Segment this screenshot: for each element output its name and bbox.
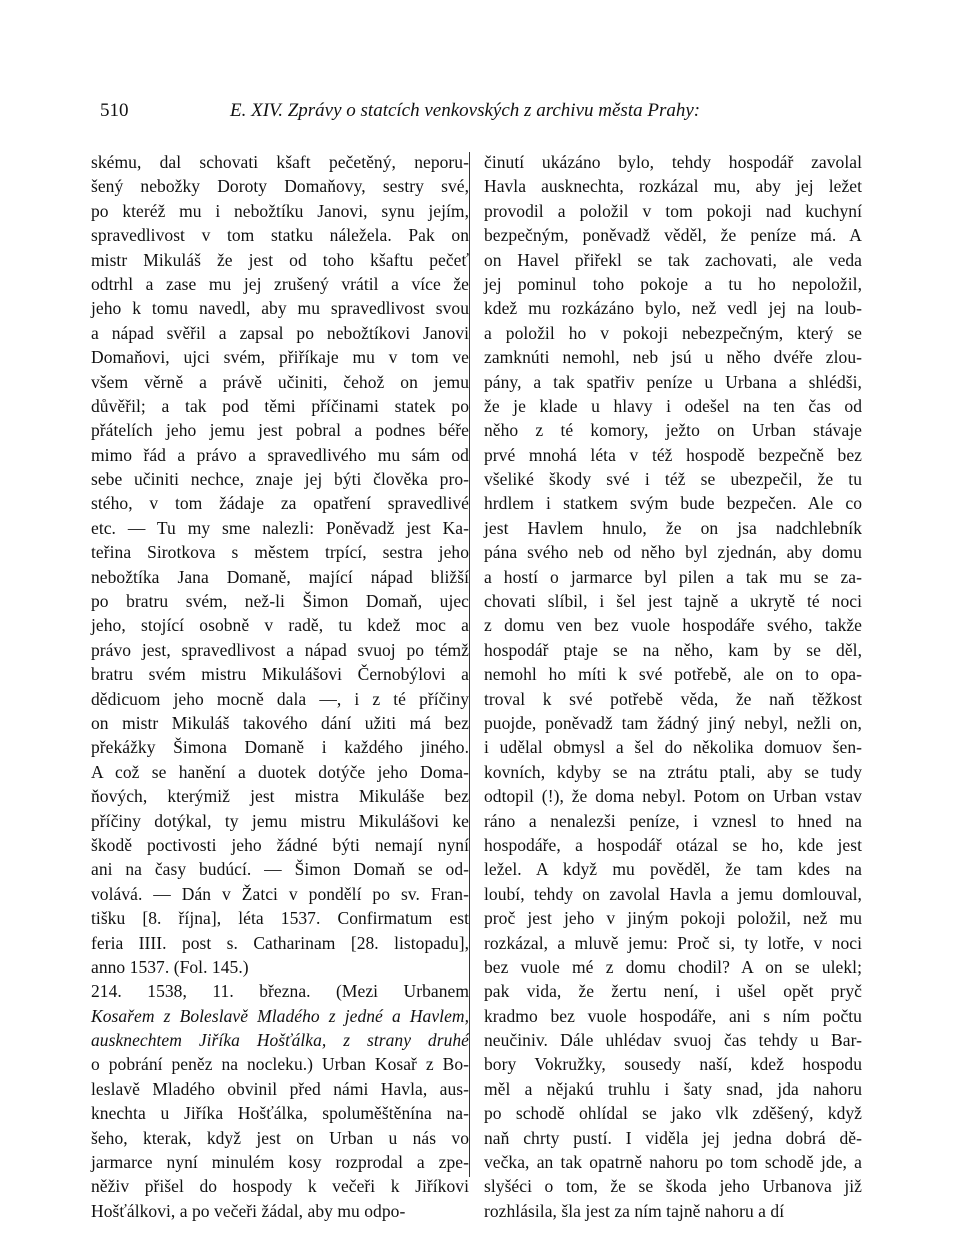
- text-line: jarmarce nyní minulém kosy rozprodal a zpe-: [91, 1152, 469, 1173]
- text-line: odtopil (!), že doma nebyl. Potom on Urban vstav: [484, 786, 862, 807]
- text-line: škodě poctivosti jeho žádné býti nemají nyní: [91, 834, 469, 855]
- text-line: prvé mnohá léta v též hospodě bezpečně bez: [484, 444, 862, 465]
- text-line: proč jest jeho v jiným pokoji položil, než mu: [484, 908, 862, 929]
- text-line: mimo řád a právo a spravedlivého mu sám od: [91, 444, 469, 465]
- text-line: anno 1537. (Fol. 145.): [91, 956, 249, 977]
- text-line: troval k své potřebě věda, že naň těžkost: [484, 688, 862, 709]
- text-line: ležel. A když mu pověděl, že tam kdes na: [484, 859, 862, 880]
- text-line: slyšéci o tom, že se škoda jeho Urbanova již: [484, 1176, 862, 1197]
- text-line: rozhlásila, šla jest za ním tajně nahoru a dí: [484, 1200, 785, 1221]
- column-divider: [469, 152, 470, 1177]
- text-line: jeho k tomu navedl, aby mu spravedlivost svou: [91, 298, 469, 319]
- text-line: pána svého neb od něho byl zjednán, aby domu: [484, 542, 862, 563]
- text-line: pak vida, že žertu není, i ušel opět pryč: [484, 981, 862, 1002]
- text-line: volává. — Dán v Žatci v pondělí po sv. Fran-: [91, 883, 469, 904]
- text-line: knechta u Jiříka Hošťálka, spoluměštěnína na-: [91, 1103, 469, 1124]
- text-line: po schodě ohlídal se jako vlk zděšený, když: [484, 1103, 862, 1124]
- text-line: neučiniv. Dále uhlédav svuoj čas tehdy u Bar-: [484, 1030, 862, 1051]
- text-line: nebožtíka Jana Domaně, mající nápad bližší: [91, 566, 469, 587]
- text-line: zamknúti nemohl, neb jsú u něho dvéře zlou-: [484, 347, 862, 368]
- text-line: důvěřil; a tak pod těmi příčinami statek po: [91, 395, 469, 416]
- text-line: všeliké škody své i též se ubezpečil, že tu: [484, 469, 862, 490]
- text-line: on mistr Mikuláš takového dání užiti má bez: [91, 712, 469, 733]
- text-line: po bratru svém, než-li Šimon Domaň, ujec: [91, 591, 469, 612]
- text-line: feria IIII. post s. Catharinam [28. listopadu],: [91, 932, 469, 953]
- text-line: překážky Šimona Domaně i každého jiného.: [91, 737, 469, 758]
- text-line: ani na časy budúcí. — Šimon Domaň se od-: [91, 859, 469, 880]
- text-line: 214. 1538, 11. března. (Mezi Urbanem: [91, 981, 469, 1002]
- text-line: pány, a tak spatřiv peníze u Urbana a shlédši,: [484, 371, 862, 392]
- text-line: činutí ukázáno bylo, tehdy hospodář zavolal: [484, 152, 862, 172]
- page-number: 510: [100, 100, 129, 121]
- text-line: provodil a položil v tom pokoji nad kuchyní: [484, 200, 862, 221]
- text-line: a položil ho v pokoji nebezpečným, který se: [484, 322, 862, 343]
- text-line: jej pominul toho pokoje a tu ho nepoložil,: [484, 273, 862, 294]
- text-line: rozkázal, a mluvě jemu: Proč si, ty lotře, v noci: [484, 932, 862, 953]
- text-line: kdež mu rozkázáno bylo, než vedl jej na loub-: [484, 298, 862, 319]
- text-line: bezpečným, poněvadž věděl, že peníze má. A: [484, 225, 862, 246]
- text-line: teřina Sirotkova s městem trpící, sestra jeho: [91, 542, 469, 563]
- text-line: hospodáře, a hospodář otázal se ho, kde jest: [484, 834, 862, 855]
- text-line: naň chrty pustí. I viděla jej jedna dobrá dě-: [484, 1127, 862, 1148]
- text-line: Havla ausknechta, rozkázal mu, aby jej ležet: [484, 176, 862, 197]
- text-line: chovati slíbil, i šel jest tajně a ukrytě té noci: [484, 591, 862, 612]
- text-line: bez vuole mé z domu chodil? A on se ulekl;: [484, 956, 862, 977]
- page-header: [100, 100, 870, 130]
- text-line: nemohl ho míti k své potřebě, ale on to opa-: [484, 664, 862, 685]
- text-line: tišku [8. října], léta 1537. Confirmatum est: [91, 908, 469, 929]
- text-line: a nápad svěřil a zapsal po nebožtíkovi Janovi: [91, 322, 469, 343]
- text-line: odtrhl a zase mu jej zrušený vrátil a více že: [91, 273, 469, 294]
- text-line: něživ přišel do hospody k večeři k Jiříkovi: [91, 1176, 469, 1197]
- text-line: kradmo bez vuole hospodáře, ani s ním počtu: [484, 1005, 862, 1026]
- text-line: mistr Mikuláš že jest od toho kšaftu pečeť: [91, 249, 469, 270]
- text-line: Domaňovi, ujci svém, přiříkaje mu v tom ve: [91, 347, 469, 368]
- text-line: že je klade u hlavy i odešel na ten čas od: [484, 395, 862, 416]
- text-line: přátelích jeho jemu jest pobral a podnes béře: [91, 420, 469, 441]
- text-line: a hostí o jarmarce byl pilen a tak mu se za-: [484, 566, 862, 587]
- text-line: měl a nějakú truhlu i šaty snad, jda nahoru: [484, 1078, 862, 1099]
- text-line: něho z té komory, ježto on Urban stávaje: [484, 420, 862, 441]
- text-line: šeho, kterak, když jest on Urban u nás vo: [91, 1127, 469, 1148]
- text-line: Kosařem z Boleslavě Mladého z jedné a Havlem,: [91, 1005, 469, 1026]
- text-line: večka, an tak opatrně nahoru po tom schodě jde, a: [484, 1152, 862, 1173]
- text-line: hrdlem i statkem svým bude bezpečen. Ale co: [484, 493, 862, 514]
- text-line: spravedlivost v tom statku náležela. Pak on: [91, 225, 469, 246]
- text-line: kovních, kdyby se na ztrátu ptali, aby se tudy: [484, 761, 862, 782]
- text-line: loubí, tehdy on zavolal Havla a jemu domlouval,: [484, 883, 862, 904]
- text-line: z domu ven bez vuole hospodáře svého, takže: [484, 615, 862, 636]
- text-line: hospodář ptaje se na něho, kam by se děl,: [484, 639, 862, 660]
- text-line: šený nebožky Doroty Domaňovy, sestry své,: [91, 176, 469, 197]
- text-line: on Havel přiřekl se tak zachovati, ale veda: [484, 249, 862, 270]
- text-line: bratru svém mistru Mikulášovi Černobýlovi a: [91, 664, 469, 685]
- text-line: ráno a nenalezši peníze, i vznesl to hned na: [484, 810, 862, 831]
- text-line: i udělal obmysl a šel do několika domuov šen-: [484, 737, 862, 758]
- text-line: A což se hanění a duotek dotýče jeho Doma-: [91, 761, 469, 782]
- text-line: leslavě Mladého obvinil před námi Havla, aus-: [91, 1078, 469, 1099]
- text-line: všem věrně a právě učiniti, čehož on jemu: [91, 371, 469, 392]
- text-line: ňových, kterýmiž jest mistra Mikuláše bez: [91, 786, 469, 807]
- left-column: [91, 150, 469, 1223]
- text-line: Hošťálkovi, a po večeři žádal, aby mu odpo-: [91, 1200, 406, 1221]
- text-line: puojde, poněvadž tam žádný jiný nebyl, nežli on,: [484, 712, 862, 733]
- text-line: příčiny dotýkal, ty jemu mistru Mikulášovi ke: [91, 810, 469, 831]
- text-line: etc. — Tu my sme nalezli: Poněvadž jest Ka-: [91, 517, 469, 538]
- right-column: [484, 150, 862, 1223]
- text-line: po kteréž mu i nebožtíku Janovi, synu jejím,: [91, 200, 469, 221]
- text-line: sebe učiniti nechce, znaje jej býti člověka pro-: [91, 469, 469, 490]
- text-line: ausknechtem Jiříka Hošťálka, z strany druhé: [91, 1030, 469, 1051]
- text-line: o pobrání peněz na nocleku.) Urban Kosař z Bo-: [91, 1054, 469, 1075]
- text-line: stého, v tom žádaje za opatření spravedlivé: [91, 493, 469, 514]
- text-line: právo jest, spravedlivost a nápad svuoj po témž: [91, 639, 469, 660]
- running-title: E. XIV. Zprávy o statcích venkovských z archivu města Prahy:: [230, 100, 701, 121]
- text-line: skému, dal schovati kšaft pečetěný, neporu-: [91, 152, 469, 172]
- text-line: dědicuom jeho mocně dala —, i z té příčiny: [91, 688, 469, 709]
- text-line: jest Havlem hnulo, že on jsa nadchlebník: [484, 517, 862, 538]
- text-line: jeho, stojící osobně v radě, tu kdež moc a: [91, 615, 469, 636]
- text-line: bory Vokružky, sousedy naší, kdež hospodu: [484, 1054, 862, 1075]
